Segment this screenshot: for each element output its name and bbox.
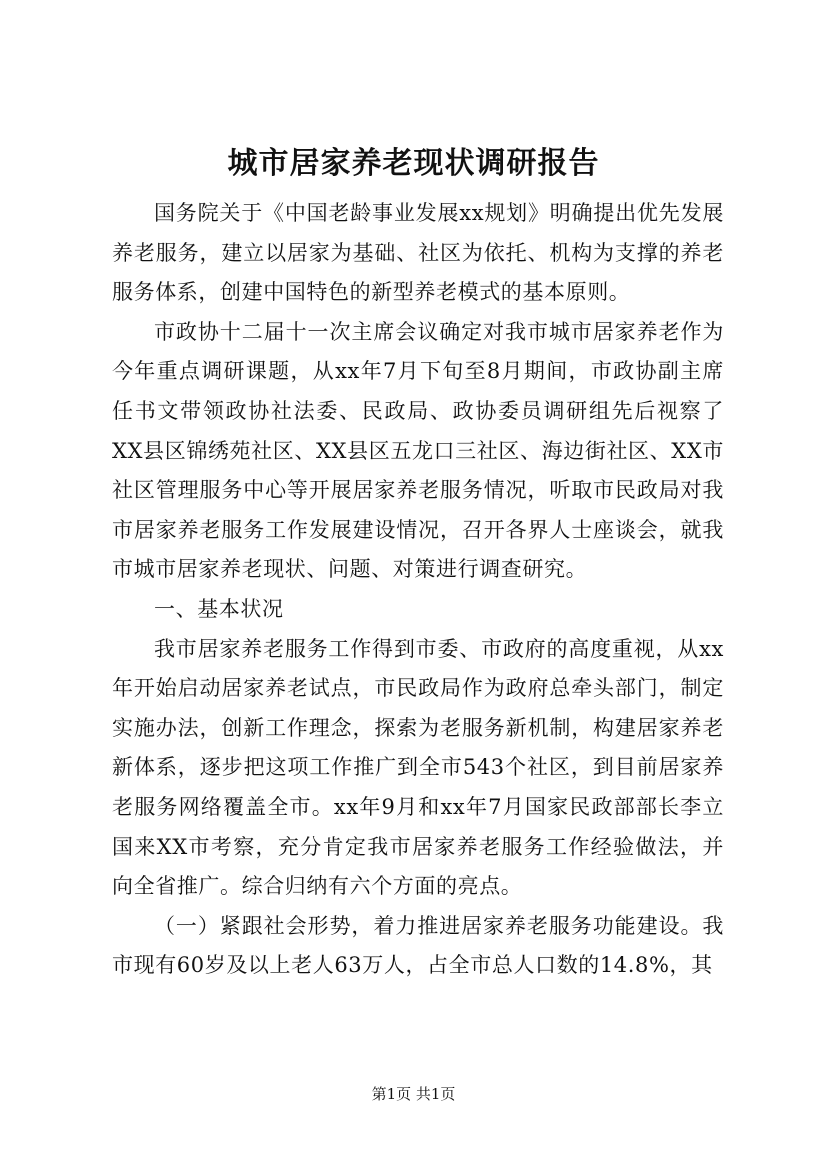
document-title: 城市居家养老现状调研报告 [227, 146, 600, 181]
paragraph-basic-status: 我市居家养老服务工作得到市委、市政府的高度重视，从xx年开始启动居家养老试点，市民政局作为政府总牵头部门，制定实施办法，创新工作理念，探索为老服务新机制，构建居家养老新体系，逐步把这项工作推广到全市543个社区，到目前居家养老服务网络覆盖全市。xx年9月和xx年7月国家民政部部长李立国来XX市考察，充分肯定我市居家养老服务工作经验做法，并向全省推广。综合归纳有六个方面的亮点。 [112, 636, 724, 899]
page-footer: 第1页 共1页 [371, 1085, 456, 1103]
paragraph-intro: 国务院关于《中国老龄事业发展xx规划》明确提出优先发展养老服务，建立以居家为基础、社区为依托、机构为支撑的养老服务体系，创建中国特色的新型养老模式的基本原则。 [112, 201, 724, 305]
paragraph-research-scope: 市政协十二届十一次主席会议确定对我市城市居家养老作为今年重点调研课题，从xx年7月下旬至8月期间，市政协副主席任书文带领政协社法委、民政局、政协委员调研组先后视察了XX县区锦绣苑社区、XX县区五龙口三社区、海边街社区、XX市社区管理服务中心等开展居家养老服务情况，听取市民政局对我市居家养老服务工作发展建设情况，召开各界人士座谈会，就我市城市居家养老现状、问题、对策进行调查研究。 [112, 319, 724, 582]
document-body [112, 194, 724, 986]
section-heading-basic-status: 一、基本状况 [154, 596, 284, 621]
paragraph-subsection-1: （一）紧跟社会形势，着力推进居家养老服务功能建设。我市现有60岁及以上老人63万人，占全市总人口数的14.8%，其 [112, 913, 724, 978]
